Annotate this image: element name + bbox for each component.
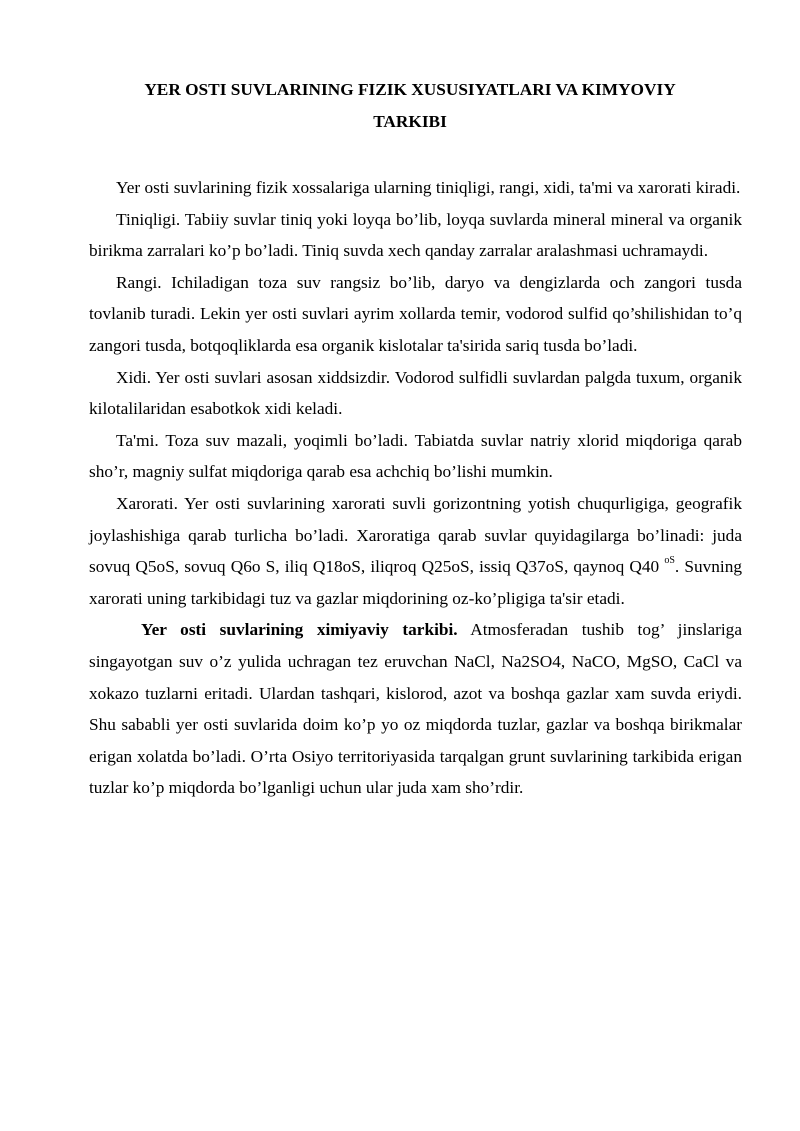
paragraph-tiniqligi: Tiniqligi. Tabiiy suvlar tiniq yoki loyqa bo’lib, loyqa suvlarda mineral mineral va organik birikma zarralari ko’p bo’ladi. Tiniq suvda xech qanday zarralar aralashmasi uchramaydi. [89,209,742,261]
paragraph-xarorati [89,488,742,614]
paragraph-xidi: Xidi. Yer osti suvlari asosan xiddsizdir. Vodorod sulfidli suvlardan palgda tuxum, organik kilotalilaridan esabotkok xidi keladi. [89,367,742,419]
paragraph-rangi: Rangi. Ichiladigan toza suv rangsiz bo’lib, daryo va dengizlarda och zangori tusda tovlanib turadi. Lekin yer osti suvlari ayrim xollarda temir, vodorod sulfid qo’shilishidan to’q zangori tusda, botqoqliklarda esa organik kislotalar ta'sirida sariq tusda bo’ladi. [89,272,742,355]
paragraph-ximiyaviy-tarkibi [89,614,742,804]
degree-superscript: oS [664,555,675,567]
document-body [89,172,742,804]
xarorati-text-end: . Suvning xarorati uning tarkibidagi tuz va gazlar miqdorining oz-ko’pligiga ta'sir etadi. [89,557,742,608]
xarorati-text: Xarorati. Yer osti suvlarining xarorati suvli gorizontning yotish chuqurligiga, geografik joylashishiga qarab turlicha bo’ladi. Xaroratiga qarab suvlar quyidagilarga bo’linadi: juda sovuq Q5oS, sovuq Q6o S, iliq Q18oS, iliqroq Q25oS, issiq Q37oS, qaynoq Q40 [89,493,742,577]
paragraph-intro: Yer osti suvlarining fizik xossalariga ularning tiniqligi, rangi, xidi, ta'mi va xarorati kiradi. [116,178,741,197]
section-heading-inline: Yer osti suvlarining ximiyaviy tarkibi. [141,620,458,640]
paragraph-tami: Ta'mi. Toza suv mazali, yoqimli bo’ladi. Tabiatda suvlar natriy xlorid miqdoriga qarab sho’r, magniy sulfat miqdoriga qarab esa achchiq bo’lishi mumkin. [89,430,742,482]
title-line-1: YER OSTI SUVLARINING FIZIK XUSUSIYATLARI VA KIMYOVIY [144,80,676,99]
title-line-2: TARKIBI [373,112,447,131]
ximiyaviy-tarkibi-text: Atmosferadan tushib tog’ jinslariga singayotgan suv o’z yulida uchragan tez eruvchan NaCl, Na2SO4, NaCO, MgSO, CaCl va xokazo tuzlarni eritadi. Ulardan tashqari, kislorod, azot va boshqa gazlar xam suvda eriydi. Shu sababli yer osti suvlarida doim ko’p yo oz miqdorda tuzlar, gazlar va boshqa birikmalar erigan xolatda bo’ladi. O’rta Osiyo territoriyasida tarqalgan grunt suvlarining tarkibida erigan tuzlar ko’p miqdorda bo’lganligi uchun ular juda xam sho’rdir. [89,620,742,798]
page-title [110,74,710,138]
